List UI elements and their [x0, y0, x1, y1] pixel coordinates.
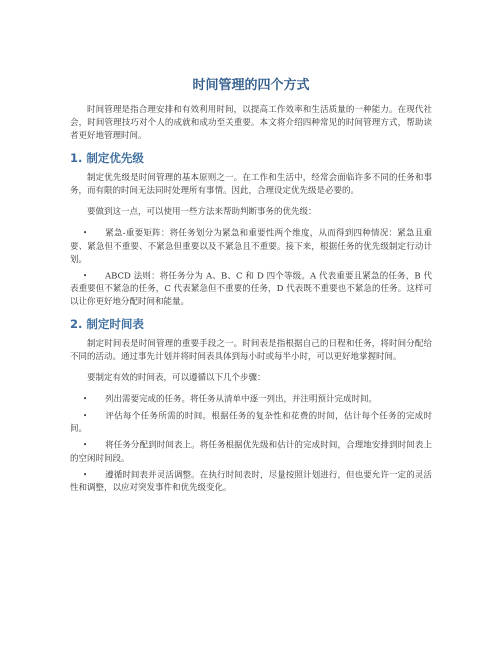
bullet-icon: • [83, 395, 88, 403]
section-paragraph: 制定优先级是时间管理的基本原则之一。在工作和生活中，经常会面临许多不同的任务和事务，而有限的时间无法同时处理所有事情。因此，合理设定优先级是必要的。 [70, 173, 432, 196]
list-item [70, 227, 432, 267]
list-item [70, 439, 432, 466]
section-schedule [70, 317, 432, 495]
intro-paragraph: 时间管理是指合理安排和有效利用时间，以提高工作效率和生活质量的一种能力。在现代社会，时间管理技巧对个人的成就和成功至关重要。本文将介绍四种常见的时间管理方式，帮助读者更好地管理时间。 [70, 105, 432, 141]
document-title: 时间管理的四个方式 [192, 78, 310, 93]
bullet-icon: • [83, 229, 88, 237]
list-item [70, 469, 432, 496]
list-item [70, 410, 432, 437]
list-item [70, 270, 432, 310]
list-item-text: ABCD 法则：将任务分为 A、B、C 和 D 四个等级。A 代表重要且紧急的任务，B 代表重要但不紧急的任务，C 代表紧急但不重要的任务，D 代表既不重要也不紧急的任务。这样可以让你更好地分配时间和能量。 [70, 271, 432, 307]
bullet-icon: • [83, 441, 88, 449]
list-item-text: 紧急-重要矩阵：将任务划分为紧急和重要性两个维度，从而得到四种情况：紧急且重要、紧急但不重要、不紧急但重要以及不紧急且不重要。接下来，根据任务的优先级制定行动计划。 [70, 228, 432, 265]
list-item-text: 评估每个任务所需的时间。根据任务的复杂性和花费的时间，估计每个任务的完成时间。 [70, 411, 432, 434]
list-item [70, 393, 432, 407]
section-heading: 1. 制定优先级 [70, 151, 144, 165]
list-item-text: 列出需要完成的任务。将任务从清单中逐一列出，并注明预计完成时间。 [105, 394, 378, 405]
section-paragraph: 制定时间表是时间管理的重要手段之一。时间表是指根据自己的日程和任务，将时间分配给不同的活动。通过事先计划并将时间表具体到每小时或每半小时，可以更好地掌握时间。 [70, 339, 432, 362]
bullet-icon: • [83, 470, 88, 479]
bullet-icon: • [83, 411, 88, 420]
section-paragraph: 要制定有效的时间表，可以遵循以下几个步骤： [87, 373, 266, 383]
section-priority [70, 151, 432, 309]
list-item-text: 将任务分配到时间表上。将任务根据优先级和估计的完成时间，合理地安排到时间表上的空闲时间段。 [70, 440, 432, 464]
bullet-icon: • [83, 271, 88, 280]
list-item-text: 遵循时间表并灵活调整。在执行时间表时，尽量按照计划进行，但也要允许一定的灵活性和调整，以应对突发事件和优先级变化。 [70, 470, 432, 493]
bullet-list [70, 393, 432, 495]
section-heading: 2. 制定时间表 [70, 317, 144, 331]
section-paragraph: 要做到这一点，可以使用一些方法来帮助判断事务的优先级： [87, 207, 317, 217]
bullet-list [70, 227, 432, 309]
